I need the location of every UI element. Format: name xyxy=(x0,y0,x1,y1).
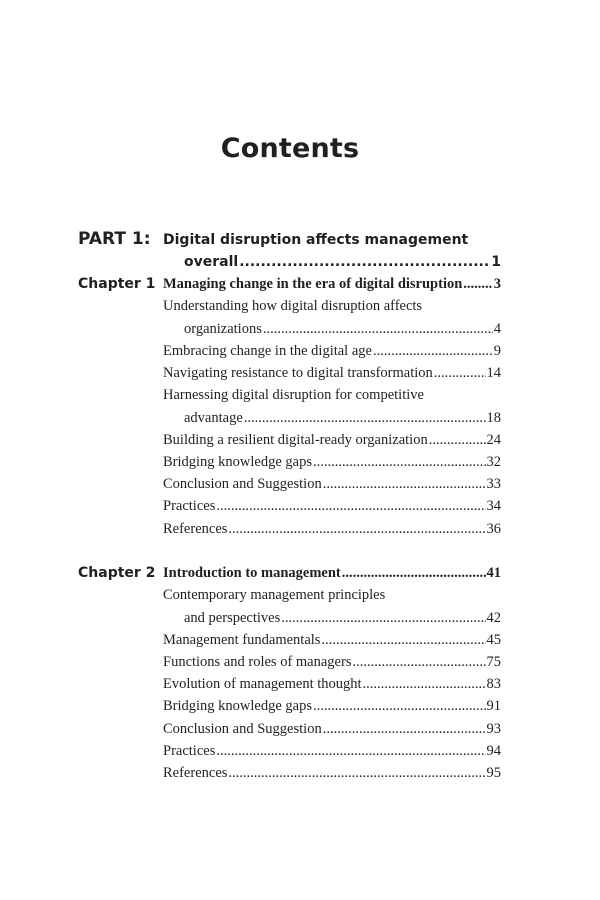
entry-text: Management fundamentals xyxy=(163,632,321,648)
leader-dots xyxy=(429,429,486,451)
entry-text: Embracing change in the digital age xyxy=(163,343,372,359)
page-number: 18 xyxy=(486,410,501,426)
page-number: 95 xyxy=(486,765,501,781)
entry-text: Practices xyxy=(163,743,216,759)
page-number: 42 xyxy=(486,610,501,626)
chapter-title-text: Managing change in the era of digital disruption xyxy=(163,276,463,292)
entry-text: Bridging knowledge gaps xyxy=(163,698,313,714)
toc-entry[interactable] xyxy=(163,762,501,784)
toc-entry[interactable] xyxy=(163,495,501,517)
toc-entry[interactable] xyxy=(163,740,501,762)
page-number: 91 xyxy=(486,698,501,714)
page-number: 34 xyxy=(486,498,501,514)
page-number: 45 xyxy=(486,632,501,648)
entry-text: advantage xyxy=(184,410,243,426)
leader-dots xyxy=(239,251,490,273)
chapter-title-text: Introduction to management xyxy=(163,565,341,581)
toc-entry[interactable] xyxy=(163,673,501,695)
page-number: 1 xyxy=(491,254,501,270)
part-title-line1: Digital disruption affects management xyxy=(163,232,469,248)
leader-dots xyxy=(281,607,485,629)
toc-entry[interactable] xyxy=(163,718,501,740)
part-title-line2[interactable] xyxy=(184,251,501,273)
leader-dots xyxy=(228,762,485,784)
page-number: 14 xyxy=(486,365,501,381)
toc-entry[interactable] xyxy=(163,695,501,717)
toc-entry[interactable] xyxy=(163,429,501,451)
leader-dots xyxy=(363,673,486,695)
entry-text: organizations xyxy=(184,321,262,337)
toc-entry[interactable] xyxy=(184,318,501,340)
page-title: Contents xyxy=(220,133,360,164)
leader-dots xyxy=(228,518,485,540)
entry-text: References xyxy=(163,765,228,781)
leader-dots xyxy=(323,718,486,740)
entry-text: Practices xyxy=(163,498,216,514)
entry-text: and perspectives xyxy=(184,610,281,626)
toc-entry[interactable] xyxy=(163,451,501,473)
entry-text: Conclusion and Suggestion xyxy=(163,476,322,492)
chapter-2-title[interactable] xyxy=(163,562,501,584)
leader-dots xyxy=(216,740,485,762)
leader-dots xyxy=(244,407,486,429)
page-number: 93 xyxy=(486,721,501,737)
chapter-1-title[interactable] xyxy=(163,273,501,295)
leader-dots xyxy=(373,340,493,362)
toc-entry[interactable] xyxy=(163,518,501,540)
toc-entry[interactable] xyxy=(184,607,501,629)
entry-text: Bridging knowledge gaps xyxy=(163,454,313,470)
leader-dots xyxy=(323,473,486,495)
entry-text: Navigating resistance to digital transformation xyxy=(163,365,433,381)
chapter-2-label: Chapter 2 xyxy=(78,565,156,581)
chapter-1-label: Chapter 1 xyxy=(78,276,156,292)
leader-dots xyxy=(434,362,486,384)
toc-entry-line1: Contemporary management principles xyxy=(163,587,386,603)
toc-entry[interactable] xyxy=(163,629,501,651)
leader-dots xyxy=(313,695,485,717)
page-number: 36 xyxy=(486,521,501,537)
toc-entry[interactable] xyxy=(163,473,501,495)
page-number: 9 xyxy=(493,343,501,359)
page-number: 94 xyxy=(486,743,501,759)
toc-entry[interactable] xyxy=(163,362,501,384)
entry-text: Evolution of management thought xyxy=(163,676,362,692)
page-number: 41 xyxy=(486,565,501,581)
page-number: 75 xyxy=(486,654,501,670)
toc-entry[interactable] xyxy=(163,340,501,362)
page-number: 33 xyxy=(486,476,501,492)
toc-entry[interactable] xyxy=(163,651,501,673)
page-number: 32 xyxy=(486,454,501,470)
entry-text: Functions and roles of managers xyxy=(163,654,352,670)
toc-entry[interactable] xyxy=(184,407,501,429)
leader-dots xyxy=(463,273,492,295)
page-number: 24 xyxy=(486,432,501,448)
leader-dots xyxy=(263,318,493,340)
entry-text: Building a resilient digital-ready organization xyxy=(163,432,428,448)
toc-entry-line1: Harnessing digital disruption for competitive xyxy=(163,387,424,403)
leader-dots xyxy=(216,495,485,517)
leader-dots xyxy=(352,651,485,673)
page-number: 3 xyxy=(493,276,501,292)
entry-text: References xyxy=(163,521,228,537)
leader-dots xyxy=(342,562,486,584)
leader-dots xyxy=(321,629,485,651)
part-title-text: overall xyxy=(184,254,239,270)
part-label: PART 1: xyxy=(78,229,151,249)
leader-dots xyxy=(313,451,485,473)
toc-entry-line1: Understanding how digital disruption affects xyxy=(163,298,423,314)
entry-text: Conclusion and Suggestion xyxy=(163,721,322,737)
page-number: 4 xyxy=(493,321,501,337)
page-number: 83 xyxy=(486,676,501,692)
